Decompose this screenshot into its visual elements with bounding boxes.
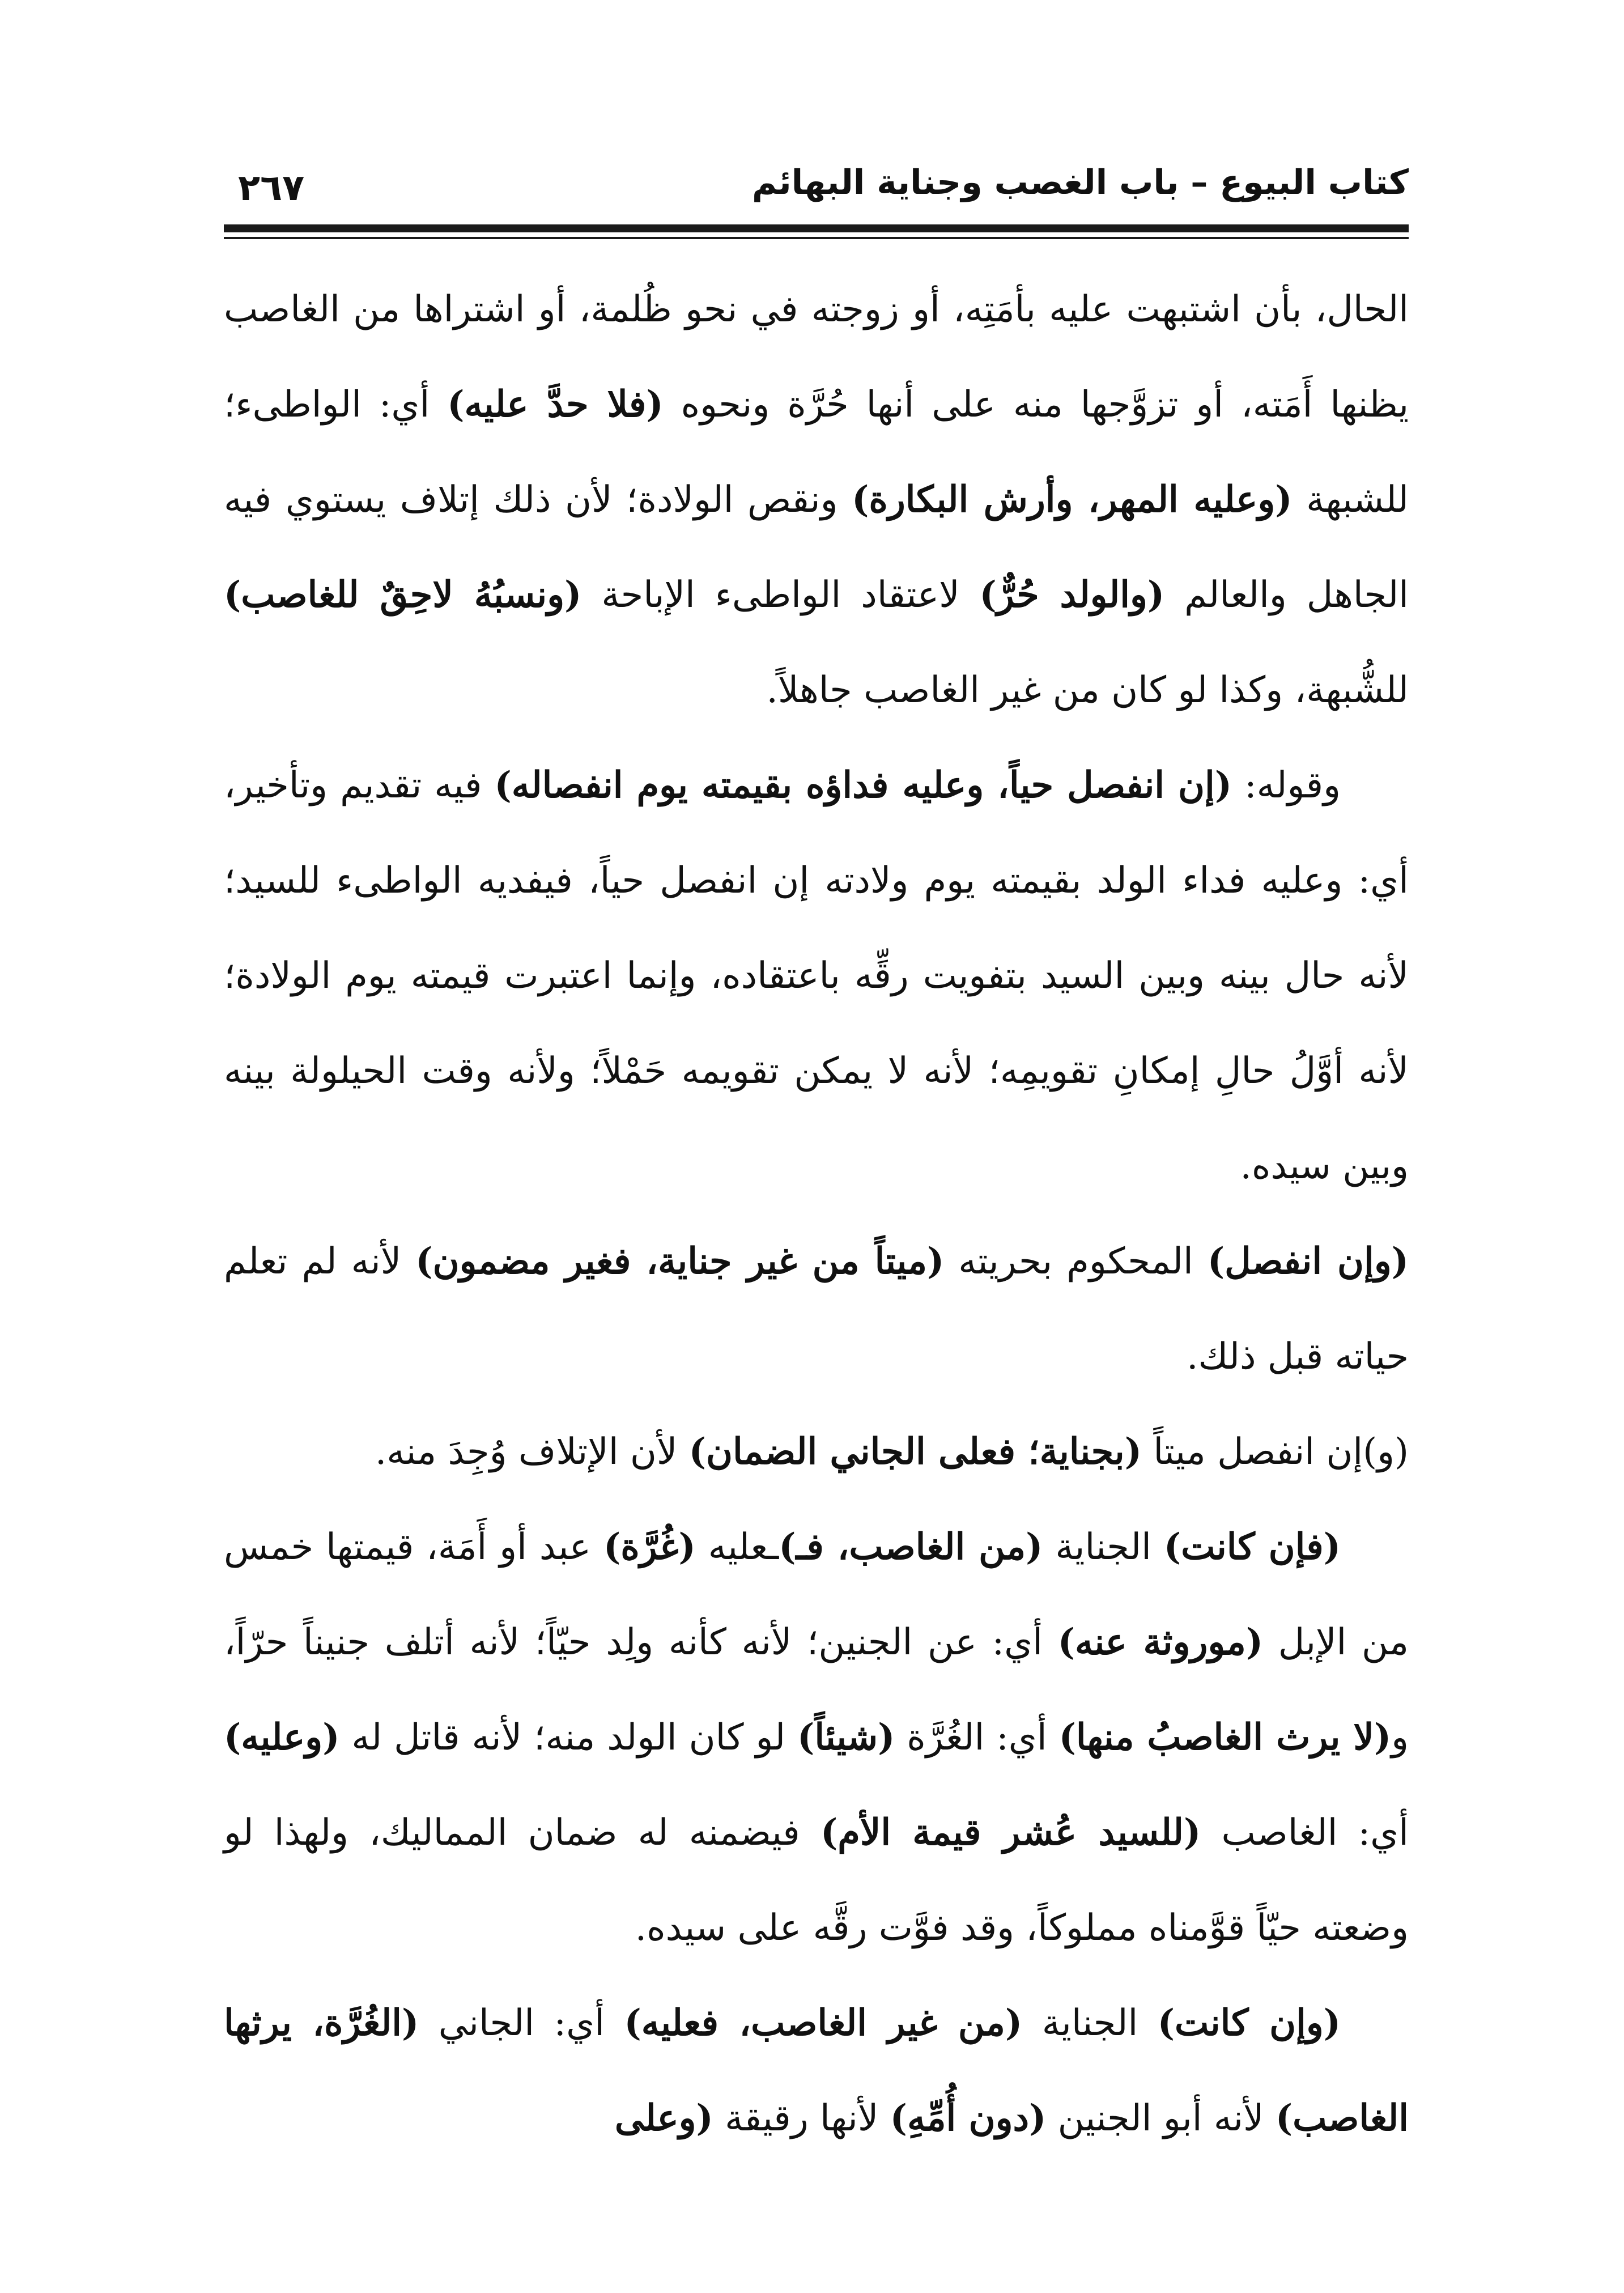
text-run: أي: الغاصب [1201,1812,1409,1854]
bold-text-run: (وعلى [614,2097,713,2139]
text-run: لأن الإتلاف وُجِدَ منه. [375,1431,689,1473]
text-run: أي: عن الجنين؛ لأنه كأنه ولِد حيّاً؛ لأنه أتلف جنيناً حرّاً، و [224,1621,1409,1759]
bold-text-run: (شيئاً) [797,1716,895,1759]
paragraph [224,262,1409,738]
text-run: للشُّبهة، وكذا لو كان من غير الغاصب جاهلاً. [766,669,1409,711]
paragraph [224,1976,1409,2166]
bold-text-run: (دون أُمِّهِ) [890,2097,1047,2139]
bold-text-run: (من غير الغاصب، فعليه) [624,2002,1023,2044]
running-header [238,154,1409,216]
text-run: أي: الغُرَّة [895,1717,1059,1759]
bold-text-run: (موروثة عنه) [1057,1621,1264,1663]
text-run: فيه تقديم وتأخير، أي: وعليه فداء الولد بقيمته يوم ولادته إن انفصل حياً، فيفديه الواطىء للسيد؛ لأنه حال بينه وبين السيد بتفويت رقِّه باعتقاده، وإنما اعتبرت قيمته يوم الولادة؛ لأنه أوَّلُ حالِ إمكانِ تقويمِه؛ لأنه لا يمكن تقويمه حَمْلاً؛ ولأنه وقت الحيلولة بينه وبين سيده. [224,765,1409,1187]
bold-text-run: (وإن انفصل) [1207,1240,1409,1283]
text-run: أي: الجاني [419,2002,624,2044]
text-run: لأنه لم تعلم حياته قبل ذلك. [224,1241,1409,1378]
text-run: لاعتقاد الواطىء الإباحة [581,574,980,616]
bold-text-run: (من الغاصب، فـ) [779,1526,1043,1568]
bold-text-run: (غُرَّة) [603,1526,696,1568]
text-run: وقوله: [1232,765,1341,806]
body-text [224,262,1409,2166]
bold-text-run: (وعليه المهر، وأرش البكارة) [852,478,1293,521]
bold-text-run: (فإن كانت) [1163,1526,1341,1568]
bold-text-run: (ونسبُهُ لاحِقٌ للغاصب) [224,574,582,616]
text-run: لأنه أبو الجنين [1046,2097,1276,2139]
paragraph [224,1404,1409,1500]
bold-text-run: (والولد حُرٌّ) [979,574,1165,616]
text-run: الحال، بأن اشتبهت عليه بأمَتِه، أو زوجته في نحو ظُلمة، أو اشتراها من الغاصب يظنها أَمَته، أو تزوَّجها منه على أنها حُرَّة ونحوه [224,288,1409,426]
text-run: الجناية [1022,2002,1158,2044]
text-run: المحكوم بحريته [944,1241,1208,1283]
bold-text-run: (ميتاً من غير جناية، فغير مضمون) [415,1240,945,1283]
chapter-title: كتاب البيوع – باب الغصب وجناية البهائم [752,163,1409,202]
paragraph [224,1214,1409,1404]
bold-text-run: (الغُرَّة، يرثها الغاصب) [224,2002,1409,2139]
page-number: ٢٦٧ [238,167,305,209]
header-rule-thick [224,224,1409,232]
bold-text-run: (وإن كانت) [1157,2002,1341,2044]
text-run: ـعليه [695,1526,779,1568]
text-run: لأنها رقيقة [713,2097,890,2139]
bold-text-run: (إن انفصل حياً، وعليه فداؤه بقيمته يوم انفصاله) [494,764,1232,806]
bold-text-run: (لا يرث الغاصبُ منها) [1058,1716,1392,1759]
bold-text-run: (وعليه) [224,1716,340,1759]
text-run: ونقص الولادة؛ لأن ذلك إتلاف يستوي فيه الجاهل والعالم [224,479,1409,616]
text-run: عبد أو أَمَة، قيمتها خمس من الإبل [224,1526,1409,1663]
paragraph [224,738,1409,1214]
paragraph [224,1500,1409,1976]
text-run: فيضمنه له ضمان المماليك، ولهذا لو وضعته حيّاً قوَّمناه مملوكاً، وقد فوَّت رقَّه على سيده. [224,1812,1409,1949]
bold-text-run: (فلا حدَّ عليه) [447,383,664,426]
text-run: لو كان الولد منه؛ لأنه قاتل له [339,1717,798,1759]
bold-text-run: (بجناية؛ فعلى الجاني الضمان) [688,1430,1142,1473]
text-run: (و)إن انفصل ميتاً [1142,1431,1409,1473]
text-run: الجناية [1043,1526,1164,1568]
text-run: أي: الواطىء؛ للشبهة [224,384,1409,521]
header-rule-thin [224,237,1409,239]
bold-text-run: (للسيد عُشر قيمة الأم) [820,1811,1201,1854]
